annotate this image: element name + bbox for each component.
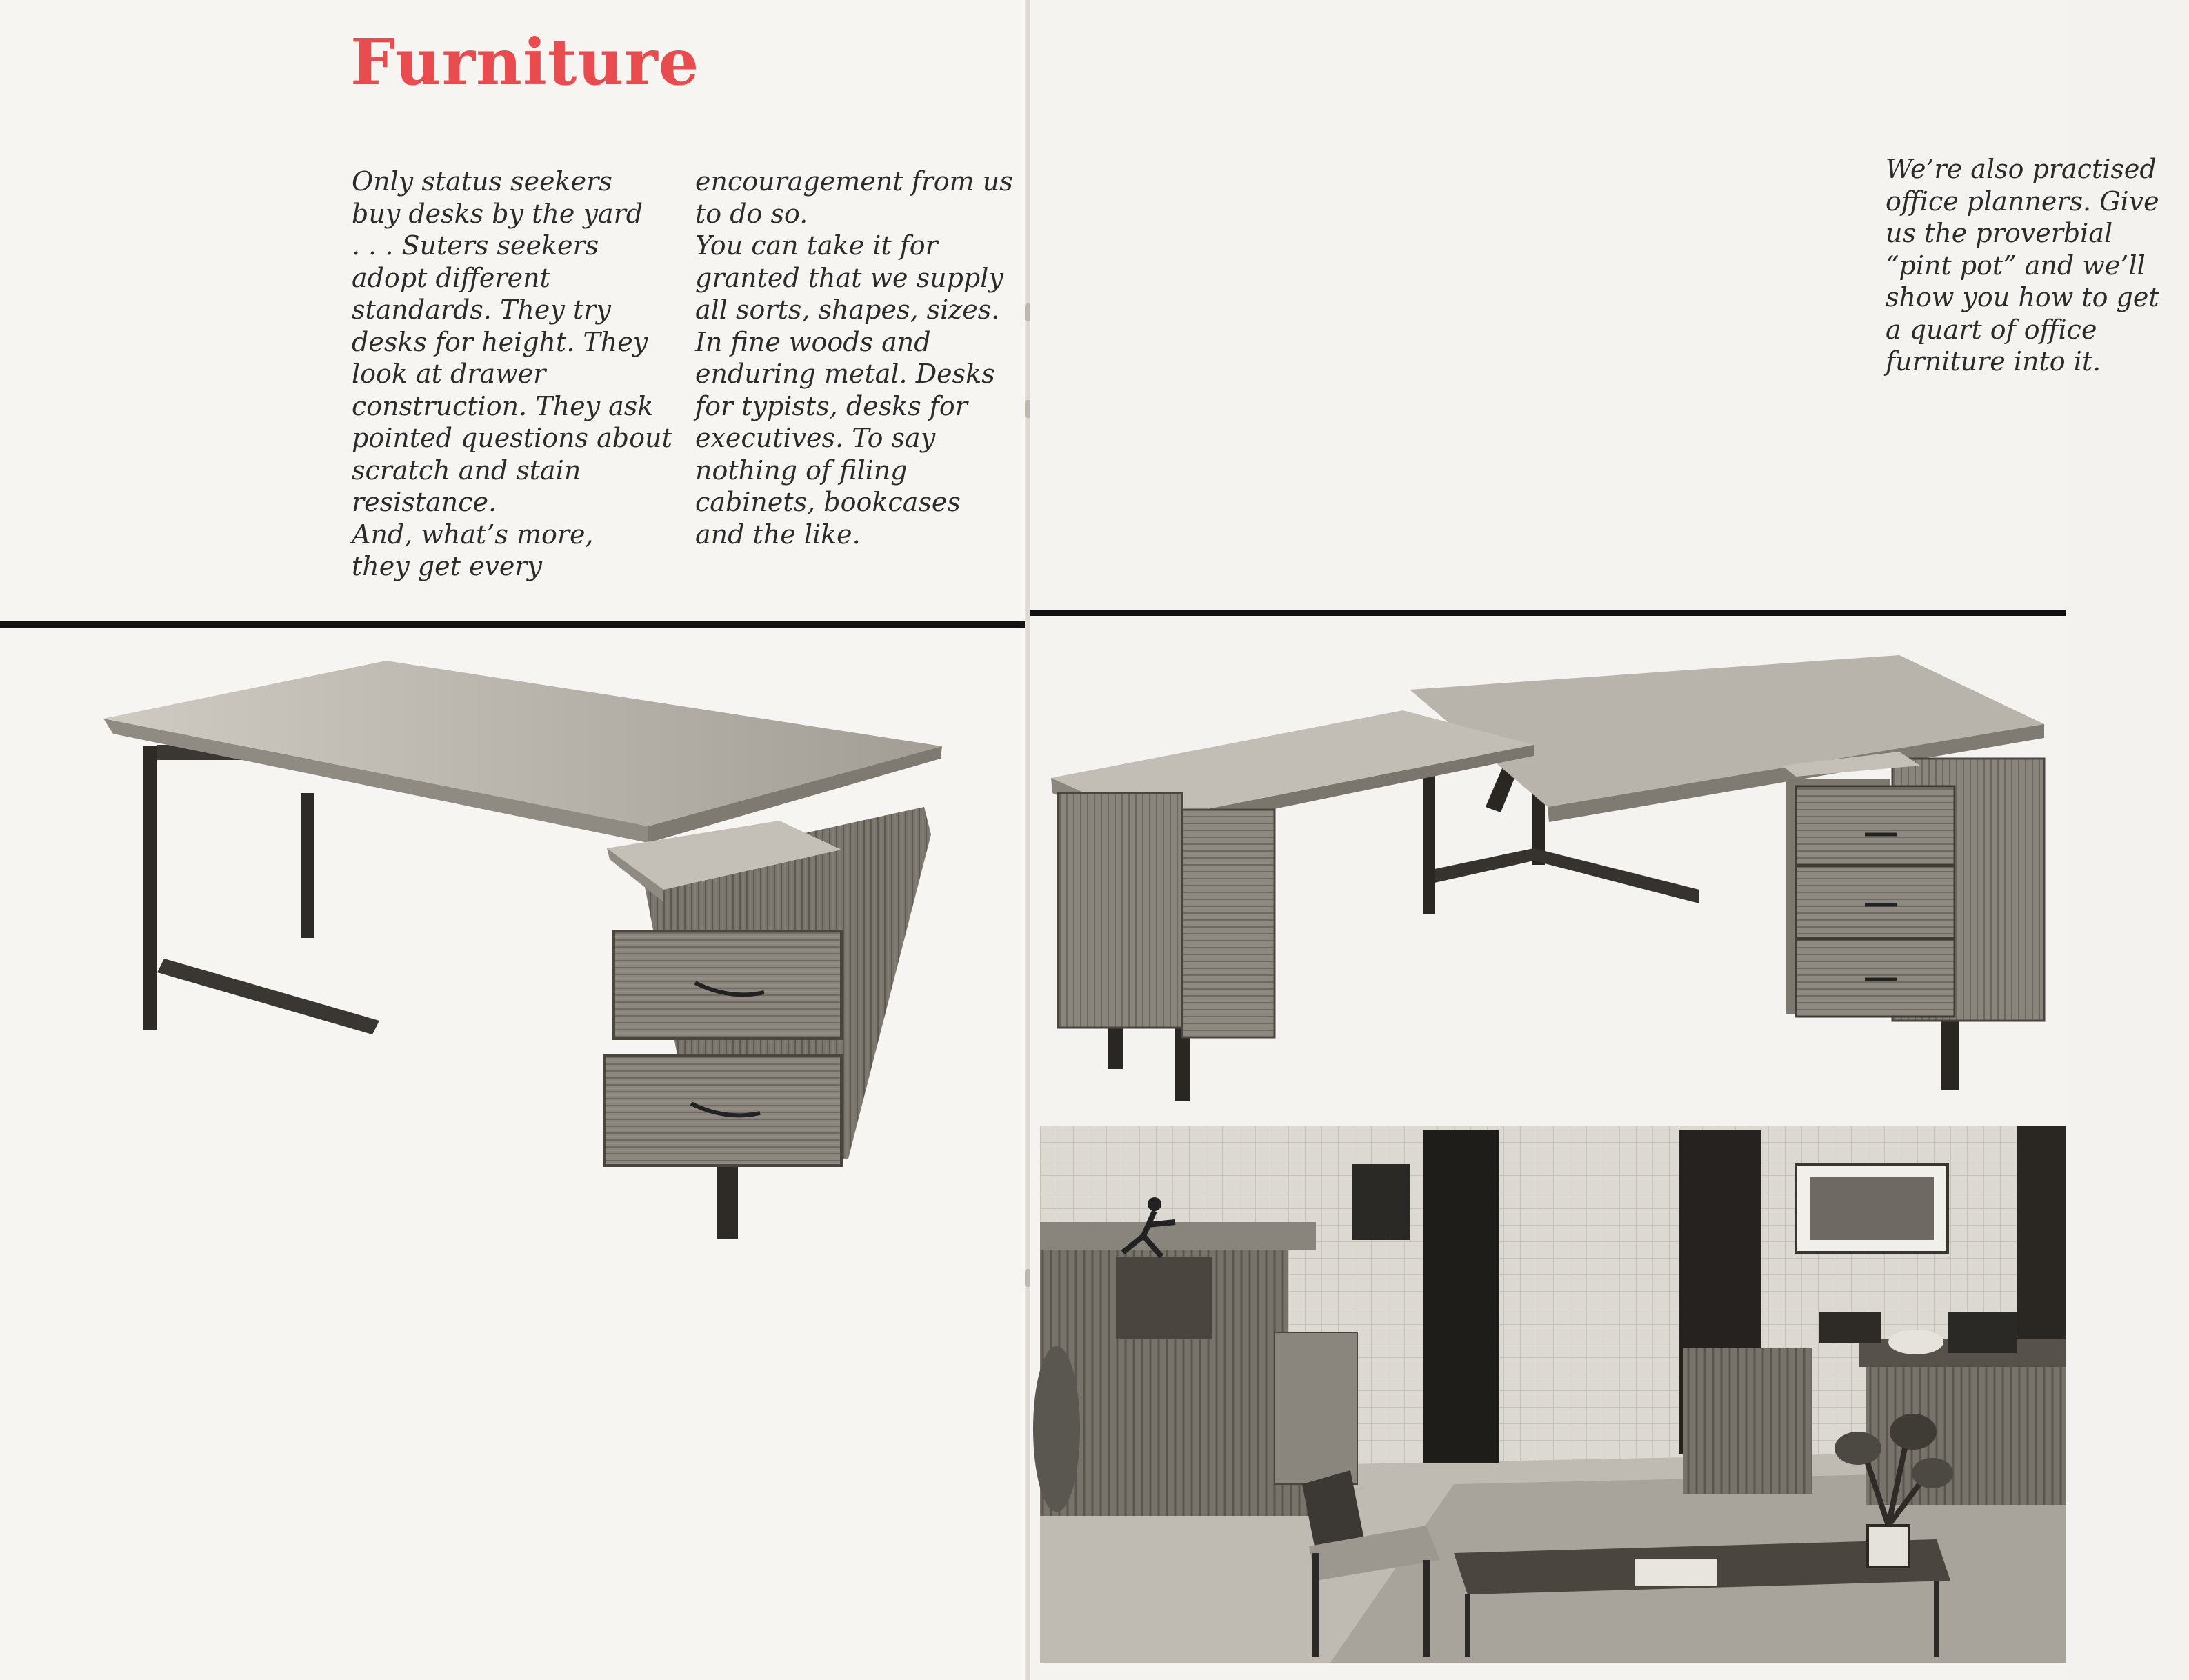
body-text-column-3: We’re also practised office planners. Give us the proverbial “pint pot” and we’ll show you how to get a quart of office furniture into it. [1886,154,2159,377]
body-text-column-1: Only status seekers buy desks by the yard . . . Suters seekers adopt different standards. They try desks for height. They look at drawer construction. They ask pointed questions about scratch and stain resistance. And, what’s more, they get every [352,166,672,581]
photo-single-pedestal-desk [97,648,959,1241]
photo-office-interior [1040,1126,2066,1661]
body-text-column-2: encouragement from us to do so. You can take it for granted that we supply all sorts, shapes, sizes. In fine woods and enduring metal. Desks for typists, desks for executives. To say nothing of filing cabinets, bookcases and the like. [695,166,1013,550]
page-title: Furniture [350,25,700,99]
photo-l-shaped-desk [1051,641,2058,1110]
left-page [0,0,1028,1680]
right-page [1030,0,2159,1680]
divider-rule-right [1030,610,2066,616]
divider-rule-left [0,621,1028,628]
